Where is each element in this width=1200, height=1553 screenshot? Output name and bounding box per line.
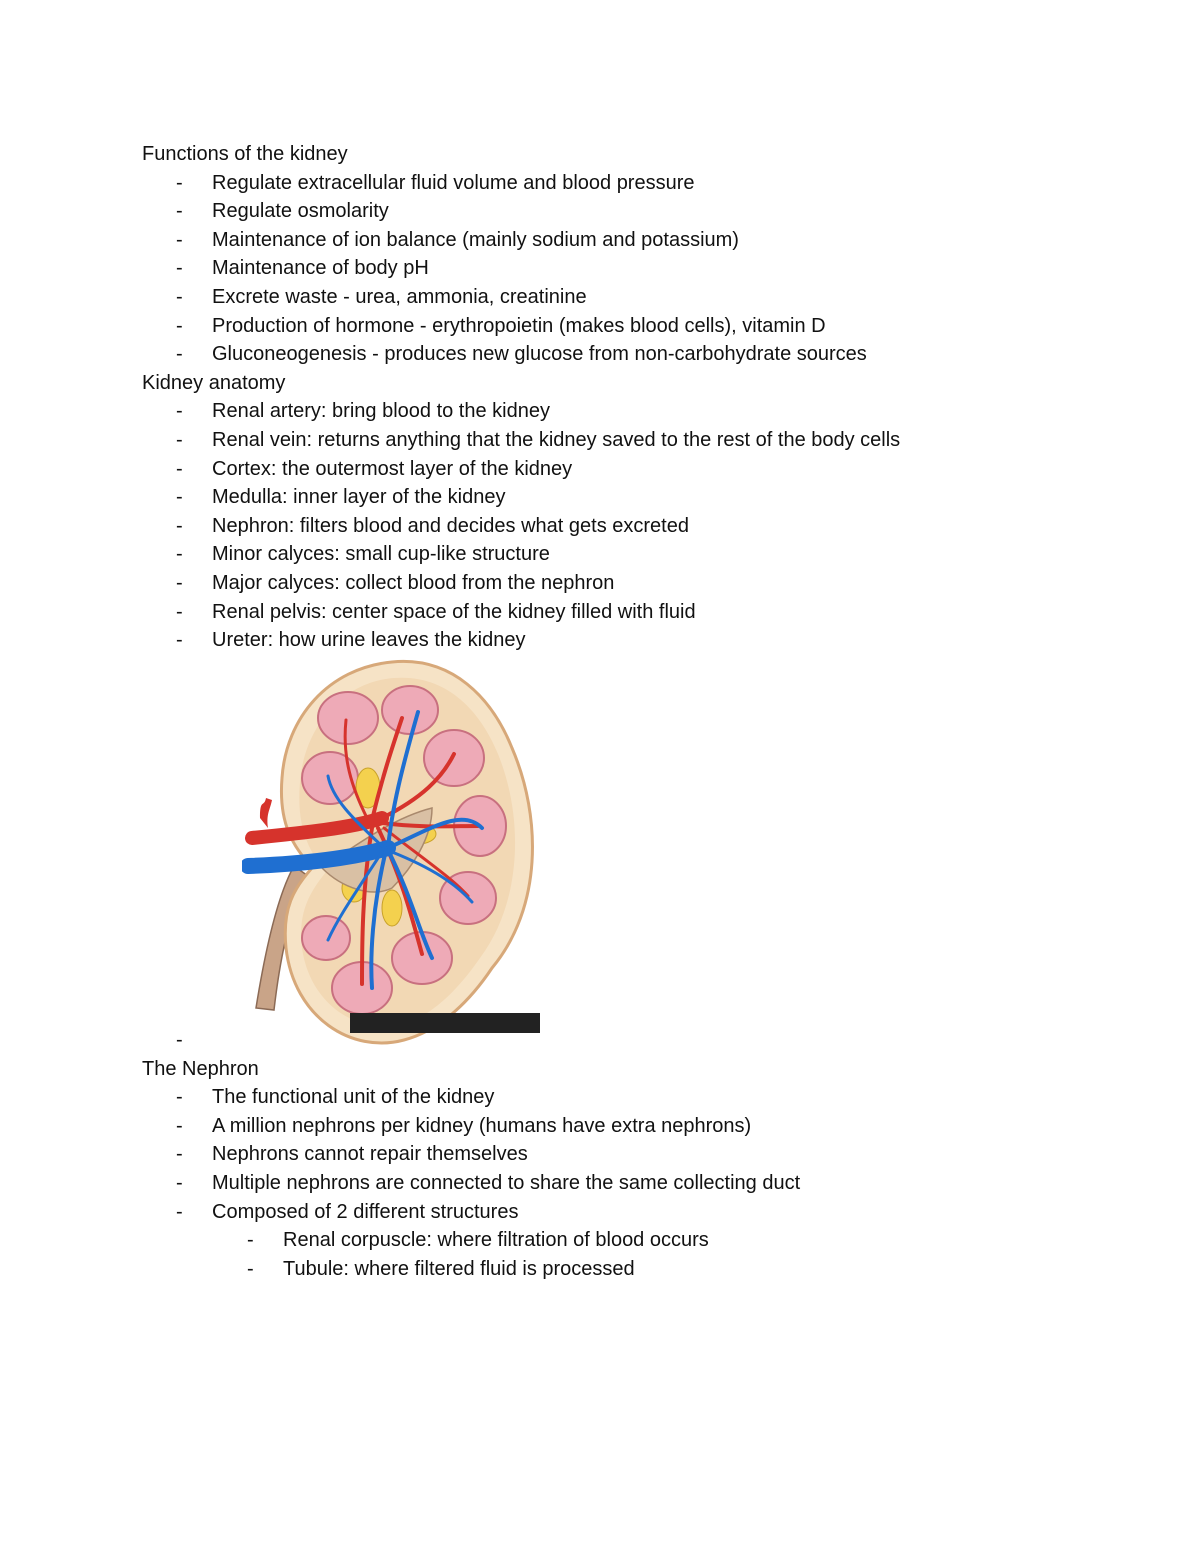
bullet-dash: -: [176, 1143, 183, 1166]
nephron-sublist: [142, 1226, 1102, 1283]
bullet-dash: -: [176, 200, 183, 223]
bullet-dash: -: [247, 1257, 254, 1280]
heading-functions-of-the-kidney: Functions of the kidney: [142, 143, 348, 165]
list-item: - The functional unit of the kidney: [142, 1083, 1102, 1112]
bullet-dash: -: [176, 629, 183, 652]
black-bar: [350, 1013, 540, 1033]
bullet-dash: -: [176, 1114, 183, 1137]
list-item: - Maintenance of body pH: [142, 254, 1102, 283]
bullet-dash: -: [176, 171, 183, 194]
renal-artery-stub: [260, 798, 272, 828]
functions-list: [142, 169, 1102, 369]
bullet-dash: -: [176, 1086, 183, 1109]
bullet-dash: -: [176, 228, 183, 251]
list-item: - A million nephrons per kidney (humans have extra nephrons): [142, 1112, 1102, 1141]
kidney-figure-item: [142, 655, 1102, 1055]
anatomy-list: [142, 397, 1102, 654]
list-item: - Major calyces: collect blood from the nephron: [142, 569, 1102, 598]
list-item: - Excrete waste - urea, ammonia, creatinine: [142, 283, 1102, 312]
list-item: - Regulate extracellular fluid volume and blood pressure: [142, 169, 1102, 198]
bullet-dash: -: [176, 285, 183, 308]
list-item: - Renal pelvis: center space of the kidney filled with fluid: [142, 598, 1102, 627]
list-item: - Gluconeogenesis - produces new glucose from non-carbohydrate sources: [142, 340, 1102, 369]
bullet-dash: -: [176, 314, 183, 337]
list-item: - Maintenance of ion balance (mainly sodium and potassium): [142, 226, 1102, 255]
bullet-dash: -: [176, 1172, 183, 1195]
bullet-dash: -: [176, 457, 183, 480]
list-item: - Ureter: how urine leaves the kidney: [142, 626, 1102, 655]
list-item: - Nephrons cannot repair themselves: [142, 1140, 1102, 1169]
list-item: - Regulate osmolarity: [142, 197, 1102, 226]
bullet-dash: -: [176, 486, 183, 509]
bullet-dash: -: [176, 343, 183, 366]
list-item: - Renal corpuscle: where filtration of blood occurs: [142, 1226, 1102, 1255]
heading-the-nephron: The Nephron: [142, 1057, 259, 1080]
list-item: - Nephron: filters blood and decides what gets excreted: [142, 512, 1102, 541]
bullet-dash: -: [247, 1229, 254, 1252]
bullet-dash: -: [176, 257, 183, 280]
bullet-dash: -: [176, 1029, 183, 1052]
heading-kidney-anatomy: Kidney anatomy: [142, 371, 286, 394]
list-item: - Medulla: inner layer of the kidney: [142, 483, 1102, 512]
bullet-dash: -: [176, 600, 183, 623]
list-item: - Tubule: where filtered fluid is processed: [142, 1255, 1102, 1284]
list-item: - Renal vein: returns anything that the kidney saved to the rest of the body cells: [142, 426, 1102, 455]
bullet-dash: -: [176, 514, 183, 537]
document-body: [142, 140, 1102, 1283]
nephron-list: [142, 1083, 1102, 1226]
list-item: - Production of hormone - erythropoietin (makes blood cells), vitamin D: [142, 312, 1102, 341]
bullet-dash: -: [176, 1200, 183, 1223]
bullet-dash: -: [176, 571, 183, 594]
list-item: - Composed of 2 different structures: [142, 1198, 1102, 1227]
list-item: - Multiple nephrons are connected to share the same collecting duct: [142, 1169, 1102, 1198]
list-item: - Cortex: the outermost layer of the kidney: [142, 455, 1102, 484]
bullet-dash: -: [176, 543, 183, 566]
bullet-dash: -: [176, 428, 183, 451]
bullet-dash: -: [176, 400, 183, 423]
kidney-cross-section-icon: [242, 658, 546, 1054]
list-item: - Minor calyces: small cup-like structure: [142, 540, 1102, 569]
list-item: - Renal artery: bring blood to the kidney: [142, 397, 1102, 426]
